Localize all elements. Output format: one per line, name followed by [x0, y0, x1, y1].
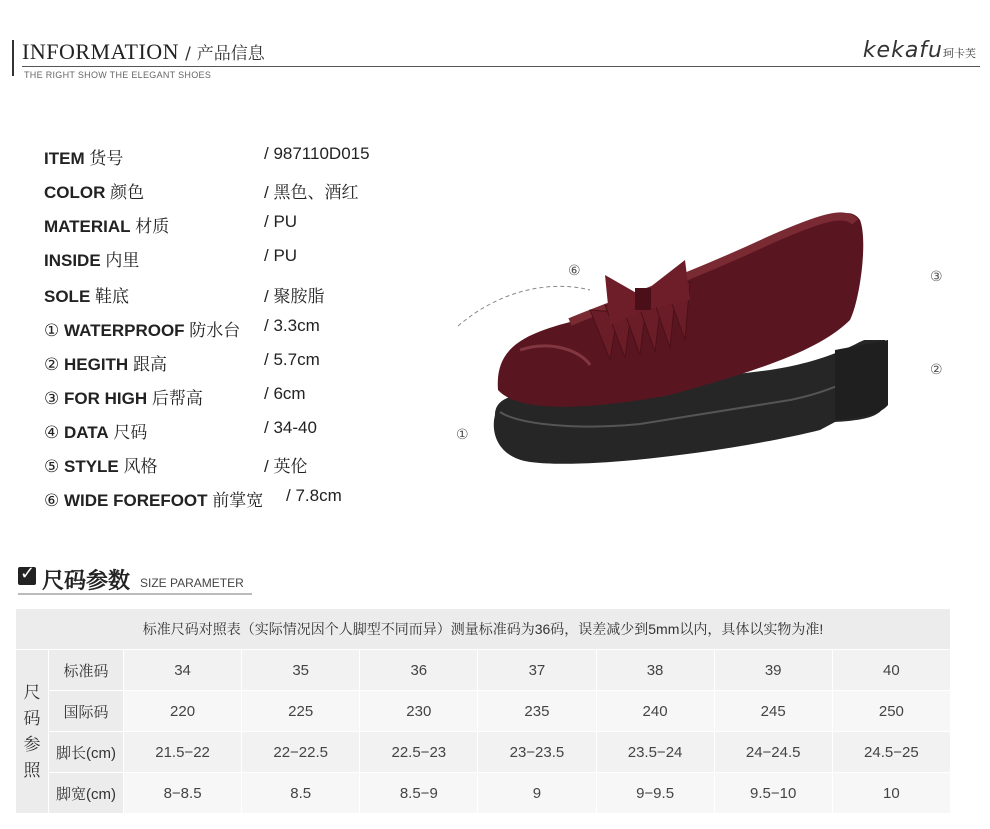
spec-value: / 聚胺脂 [264, 287, 325, 306]
row-label: 脚宽(cm) [49, 773, 124, 814]
spec-row-back-height [44, 384, 306, 408]
spec-row-sole [44, 282, 325, 306]
brand-cn: 珂卡芙 [943, 47, 976, 60]
spec-value: / PU [264, 212, 298, 231]
spec-label-cn: 跟高 [132, 355, 167, 374]
brand-en: kekafu [862, 38, 943, 63]
table-cell: 225 [242, 691, 360, 732]
spec-row-size-range [44, 418, 317, 442]
spec-value: / 34-40 [264, 418, 317, 437]
spec-label-cn: 前掌宽 [212, 491, 264, 510]
marker-2: ② [930, 361, 943, 377]
spec-label-en: WIDE FOREFOOT [63, 491, 208, 510]
table-cell: 250 [832, 691, 950, 732]
table-cell: 235 [478, 691, 596, 732]
row-label: 标准码 [49, 650, 124, 691]
spec-prefix: ② [44, 355, 60, 374]
size-section-divider [18, 593, 252, 595]
spec-label-en: DATA [63, 423, 109, 442]
spec-value: / 黑色、酒红 [264, 183, 359, 202]
table-cell: 240 [596, 691, 714, 732]
shoe-image [440, 200, 900, 500]
spec-label-en: COLOR [44, 183, 106, 202]
table-row [16, 732, 951, 773]
spec-row-forefoot-width [44, 486, 342, 510]
spec-label-cn: 内里 [105, 251, 140, 270]
spec-label-cn: 鞋底 [95, 287, 130, 306]
spec-row-waterproof [44, 316, 320, 340]
spec-value: / 987110D015 [264, 144, 370, 163]
spec-label-en: WATERPROOF [63, 321, 185, 340]
spec-label-cn: 后帮高 [151, 389, 203, 408]
table-row [16, 609, 951, 650]
side-char: 参 [23, 734, 41, 754]
table-cell: 245 [714, 691, 832, 732]
size-table [15, 608, 951, 814]
table-cell: 23.5−24 [596, 732, 714, 773]
spec-value: / 英伦 [264, 457, 308, 476]
spec-label-cn: 防水台 [189, 321, 241, 340]
table-row [16, 650, 951, 691]
spec-row-inside [44, 246, 298, 270]
title-en: INFORMATION [22, 39, 180, 64]
spec-value: / 7.8cm [286, 486, 342, 505]
marker-6: ⑥ [568, 262, 581, 278]
table-cell: 8−8.5 [124, 773, 242, 814]
title-cn: 产品信息 [196, 44, 265, 64]
side-char: 码 [23, 708, 41, 728]
side-label [16, 650, 49, 814]
page-title [22, 39, 265, 65]
spec-label-en: HEGITH [63, 355, 129, 374]
table-cell: 8.5 [242, 773, 360, 814]
table-cell: 9.5−10 [714, 773, 832, 814]
table-cell: 22.5−23 [360, 732, 478, 773]
spec-prefix: ③ [44, 389, 60, 408]
spec-label-cn: 颜色 [110, 183, 145, 202]
marker-1: ① [456, 426, 469, 442]
spec-row-item [44, 144, 370, 168]
spec-prefix: ④ [44, 423, 60, 442]
header-divider [22, 66, 980, 67]
spec-label-cn: 货号 [89, 149, 124, 168]
table-cell: 35 [242, 650, 360, 691]
side-char: 照 [23, 760, 41, 780]
page-subtitle: THE RIGHT SHOW THE ELEGANT SHOES [24, 70, 212, 80]
header-accent-bar [12, 40, 14, 76]
title-sep: / [185, 44, 191, 64]
table-cell: 23−23.5 [478, 732, 596, 773]
table-cell: 9−9.5 [596, 773, 714, 814]
spec-row-heel-height [44, 350, 320, 374]
spec-label-en: MATERIAL [44, 217, 131, 236]
table-cell: 24−24.5 [714, 732, 832, 773]
row-label: 国际码 [49, 691, 124, 732]
spec-value: / 6cm [264, 384, 306, 403]
spec-row-color [44, 178, 359, 202]
size-title-cn: 尺码参数 [42, 568, 131, 593]
table-cell: 8.5−9 [360, 773, 478, 814]
check-icon: ✓ [20, 563, 36, 583]
spec-label-cn: 材质 [135, 217, 170, 236]
spec-prefix: ⑤ [44, 457, 60, 476]
side-char: 尺 [23, 682, 41, 702]
spec-prefix: ⑥ [44, 491, 60, 510]
size-note: 标准尺码对照表（实际情况因个人脚型不同而异）测量标准码为36码，误差减少到5mm以内，具体以实物为准! [16, 609, 951, 650]
spec-label-en: SOLE [44, 287, 91, 306]
spec-row-material [44, 212, 298, 236]
spec-value: / PU [264, 246, 298, 265]
spec-label-en: FOR HIGH [63, 389, 148, 408]
table-cell: 36 [360, 650, 478, 691]
spec-label-en: ITEM [44, 149, 85, 168]
spec-prefix: ① [44, 321, 60, 340]
brand-logo [863, 38, 976, 63]
table-cell: 39 [714, 650, 832, 691]
table-cell: 230 [360, 691, 478, 732]
table-row [16, 773, 951, 814]
spec-value: / 5.7cm [264, 350, 320, 369]
table-cell: 38 [596, 650, 714, 691]
spec-label-cn: 尺码 [113, 423, 148, 442]
table-cell: 24.5−25 [832, 732, 950, 773]
spec-label-cn: 风格 [123, 457, 158, 476]
table-cell: 34 [124, 650, 242, 691]
spec-label-en: STYLE [63, 457, 119, 476]
table-cell: 10 [832, 773, 950, 814]
table-cell: 9 [478, 773, 596, 814]
size-title-en: SIZE PARAMETER [140, 576, 244, 590]
spec-value: / 3.3cm [264, 316, 320, 335]
table-cell: 37 [478, 650, 596, 691]
marker-3: ③ [930, 268, 943, 284]
table-row [16, 691, 951, 732]
table-cell: 22−22.5 [242, 732, 360, 773]
table-cell: 21.5−22 [124, 732, 242, 773]
spec-row-style [44, 452, 308, 476]
table-cell: 40 [832, 650, 950, 691]
spec-label-en: INSIDE [44, 251, 101, 270]
table-cell: 220 [124, 691, 242, 732]
row-label: 脚长(cm) [49, 732, 124, 773]
